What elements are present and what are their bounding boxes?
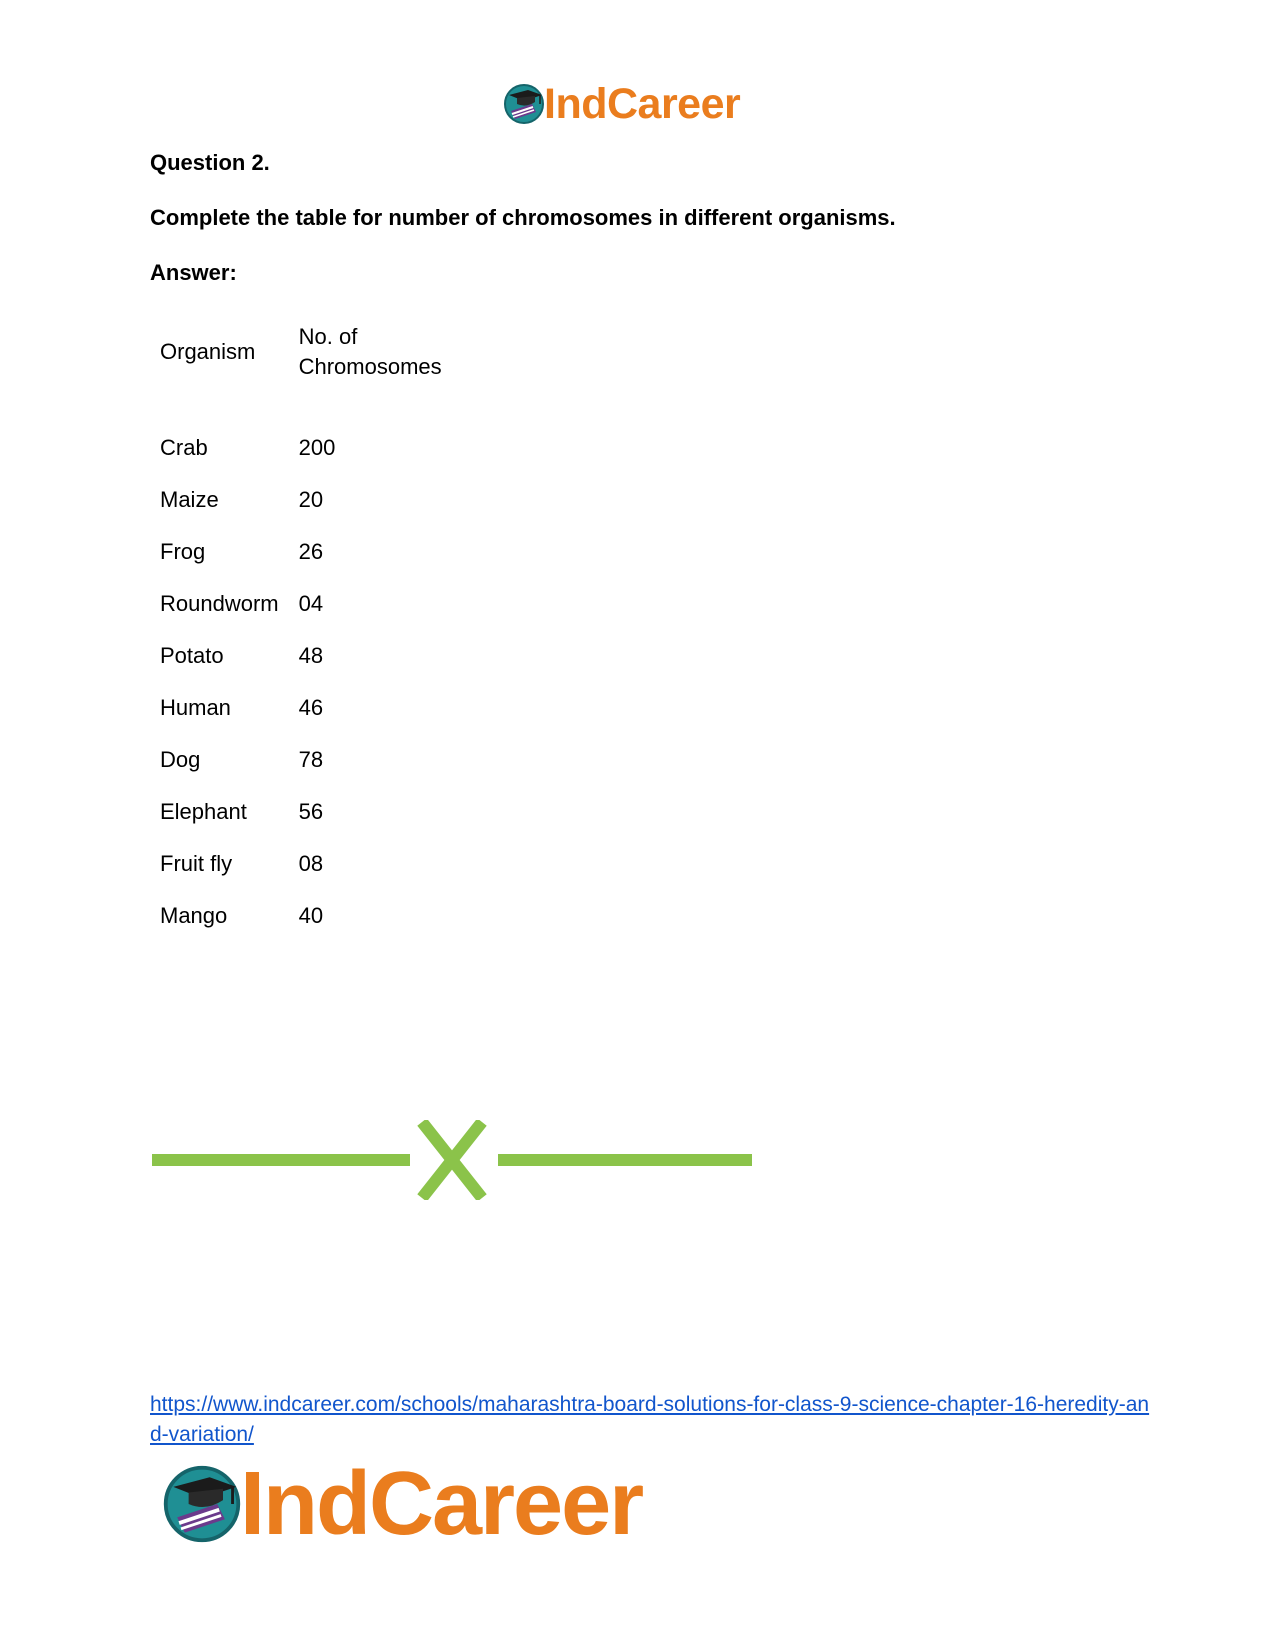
count-cell: 20 [298, 487, 324, 512]
table-row [150, 526, 479, 578]
count-cell: 08 [298, 851, 324, 876]
table-row [150, 734, 479, 786]
count-cell: 04 [298, 591, 324, 616]
table-row [150, 578, 479, 630]
logo-text: IndCareer [544, 79, 741, 128]
table-row [150, 890, 479, 942]
organism-cell: Crab [160, 435, 208, 460]
question-number: Question 2. [150, 150, 270, 175]
organism-cell: Elephant [160, 799, 247, 824]
table-header-row [150, 320, 479, 384]
chromosome-table [150, 320, 479, 942]
footer-logo [160, 1454, 643, 1554]
organism-cell: Frog [160, 539, 206, 564]
count-cell: 46 [298, 695, 324, 720]
count-cell: 56 [298, 799, 324, 824]
header-logo [502, 80, 740, 128]
logo-globe-icon [160, 1462, 244, 1546]
table-row [150, 630, 479, 682]
table-row [150, 682, 479, 734]
table-row [150, 838, 479, 890]
source-url-link[interactable]: https://www.indcareer.com/schools/maharashtra-board-solutions-for-class-9-science-chapter-16-heredity-and-variation/ [150, 1393, 1150, 1446]
logo-text: IndCareer [240, 1454, 643, 1554]
count-cell: 78 [298, 747, 324, 772]
header-chromosome-count [289, 320, 479, 384]
organism-cell: Dog [160, 747, 201, 772]
table-row [150, 786, 479, 838]
header-count-line2: Chromosomes [298, 354, 442, 379]
cross-divider-icon [150, 1120, 754, 1200]
count-cell: 40 [298, 903, 324, 928]
header-organism: Organism [160, 339, 256, 364]
logo-globe-icon [502, 82, 546, 126]
organism-cell: Roundworm [160, 591, 279, 616]
organism-cell: Mango [160, 903, 228, 928]
table-row [150, 474, 479, 526]
header-count-line1: No. of [298, 324, 358, 349]
table-row [150, 384, 479, 474]
count-cell: 48 [298, 643, 324, 668]
organism-cell: Maize [160, 487, 219, 512]
organism-cell: Human [160, 695, 231, 720]
question-text: Complete the table for number of chromosomes in different organisms. [150, 205, 896, 230]
organism-cell: Fruit fly [160, 851, 233, 876]
count-cell: 26 [298, 539, 324, 564]
count-cell: 200 [298, 435, 336, 460]
organism-cell: Potato [160, 643, 224, 668]
answer-label: Answer: [150, 260, 237, 285]
